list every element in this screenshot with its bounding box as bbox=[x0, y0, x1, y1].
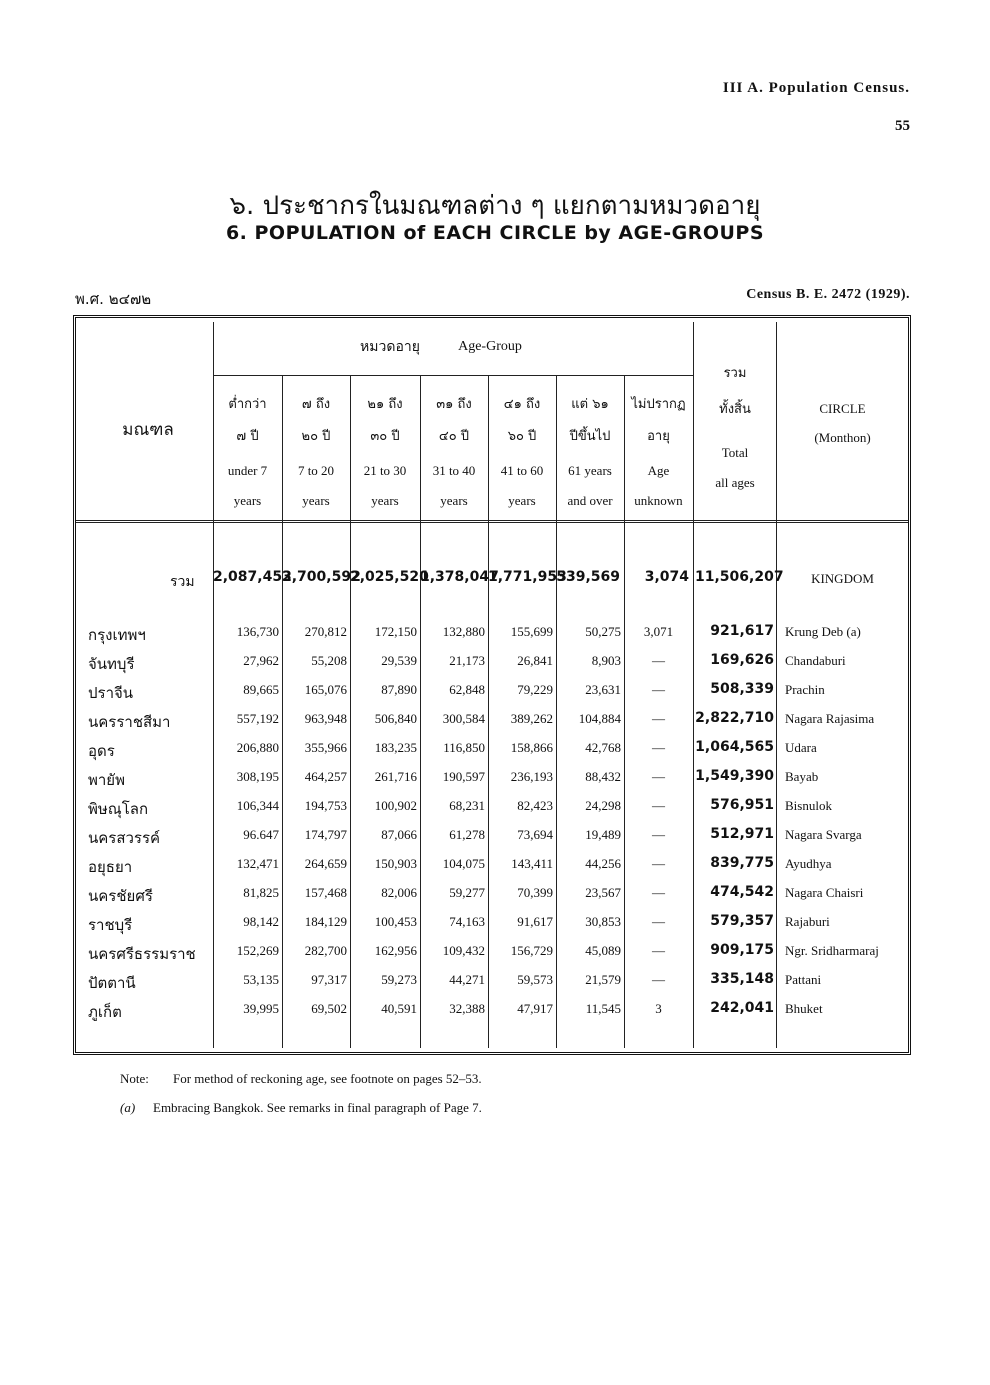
col-header-6-th2: ปีขึ้นไป bbox=[569, 429, 611, 444]
row-value-3: 82,006 bbox=[381, 885, 417, 900]
col-header-5-en2: years bbox=[508, 493, 536, 508]
col-header-7-th2: อายุ bbox=[647, 429, 670, 444]
circle-en-2: (Monthon) bbox=[814, 430, 871, 445]
col-header-6-en1: 61 years bbox=[568, 463, 612, 478]
row-total: 2,822,710 bbox=[695, 710, 774, 726]
row-value-1: 96.647 bbox=[243, 827, 279, 842]
col-header-2-en2: years bbox=[302, 493, 330, 508]
row-value-6: 45,089 bbox=[585, 943, 621, 958]
row-value-7: — bbox=[652, 769, 665, 784]
row-value-6: 23,567 bbox=[585, 885, 621, 900]
col-header-1-th2: ๗ ปี bbox=[236, 429, 259, 444]
row-value-7: — bbox=[652, 856, 665, 871]
row-total: 909,175 bbox=[710, 942, 774, 958]
col-header-4-th1: ๓๑ ถึง bbox=[436, 397, 472, 412]
row-value-2: 264,659 bbox=[304, 856, 347, 871]
row-total: 512,971 bbox=[710, 826, 774, 842]
row-value-7: 3,071 bbox=[643, 624, 674, 639]
row-circle-th: ปัตตานี bbox=[88, 974, 136, 992]
col-header-6-th1: แต่ ๖๑ bbox=[571, 397, 609, 412]
col-header-4-en2: years bbox=[440, 493, 468, 508]
row-value-7: — bbox=[652, 914, 665, 929]
row-circle-th: นครชัยศรี bbox=[88, 887, 153, 905]
row-value-4: 300,584 bbox=[442, 711, 485, 726]
kingdom-value-3: 2,025,520 bbox=[350, 569, 429, 585]
row-value-1: 39,995 bbox=[243, 1001, 279, 1016]
row-circle-th: ปราจีน bbox=[88, 684, 134, 702]
row-circle-th: จันทบุรี bbox=[88, 655, 135, 673]
row-value-1: 27,962 bbox=[243, 653, 279, 668]
col-header-7-th1: ไม่ปรากฏ bbox=[631, 397, 686, 412]
kingdom-label-th: รวม bbox=[170, 574, 195, 590]
row-value-3: 100,453 bbox=[374, 914, 417, 929]
row-value-7: — bbox=[652, 711, 665, 726]
row-value-2: 282,700 bbox=[304, 943, 347, 958]
row-value-1: 98,142 bbox=[243, 914, 279, 929]
kingdom-total: 11,506,207 bbox=[695, 569, 784, 585]
row-value-4: 109,432 bbox=[442, 943, 485, 958]
col-header-1-en2: years bbox=[233, 493, 262, 508]
row-value-1: 81,825 bbox=[243, 885, 279, 900]
col-header-2-th2: ๒๐ ปี bbox=[301, 429, 331, 444]
row-value-3: 87,890 bbox=[381, 682, 417, 697]
row-circle-en: Nagara Rajasima bbox=[785, 711, 875, 726]
row-value-6: 24,298 bbox=[585, 798, 621, 813]
row-value-3: 150,903 bbox=[374, 856, 417, 871]
row-value-4: 21,173 bbox=[449, 653, 485, 668]
row-value-7: — bbox=[652, 740, 665, 755]
row-value-5: 47,917 bbox=[517, 1001, 553, 1016]
row-value-5: 26,841 bbox=[517, 653, 553, 668]
row-circle-th: นครสวรรค์ bbox=[88, 829, 161, 847]
row-value-3: 59,273 bbox=[381, 972, 417, 987]
row-total: 579,357 bbox=[710, 913, 774, 929]
row-value-4: 116,850 bbox=[443, 740, 485, 755]
row-value-5: 73,694 bbox=[517, 827, 553, 842]
col-header-5-th1: ๔๑ ถึง bbox=[503, 397, 541, 412]
row-value-6: 19,489 bbox=[585, 827, 621, 842]
row-circle-en: Ngr. Sridharmaraj bbox=[785, 943, 879, 958]
col-header-3-th1: ๒๑ ถึง bbox=[367, 397, 403, 412]
col-header-3-en1: 21 to 30 bbox=[363, 463, 407, 478]
kingdom-label-en: KINGDOM bbox=[811, 571, 874, 586]
row-circle-th: กรุงเทพฯ bbox=[88, 626, 146, 644]
row-total: 474,542 bbox=[710, 884, 774, 900]
row-value-2: 55,208 bbox=[311, 653, 347, 668]
circle-en-1: CIRCLE bbox=[819, 401, 866, 416]
row-value-1: 106,344 bbox=[236, 798, 279, 813]
row-value-4: 68,231 bbox=[449, 798, 485, 813]
row-value-4: 190,597 bbox=[442, 769, 485, 784]
row-circle-th: พิษณุโลก bbox=[88, 800, 149, 818]
header-bottom-rule bbox=[76, 520, 908, 523]
row-value-2: 355,966 bbox=[304, 740, 347, 755]
row-value-2: 174,797 bbox=[304, 827, 347, 842]
row-value-4: 44,271 bbox=[449, 972, 485, 987]
row-total: 839,775 bbox=[710, 855, 774, 871]
row-circle-th: ภูเก็ต bbox=[88, 1003, 122, 1021]
row-value-3: 162,956 bbox=[374, 943, 417, 958]
row-value-5: 143,411 bbox=[511, 856, 553, 871]
row-value-5: 82,423 bbox=[517, 798, 553, 813]
row-value-6: 50,275 bbox=[585, 624, 621, 639]
col-header-3-en2: years bbox=[371, 493, 399, 508]
row-value-3: 100,902 bbox=[374, 798, 417, 813]
total-en-2: all ages bbox=[715, 475, 755, 490]
col-header-7-en2: unknown bbox=[634, 493, 683, 508]
row-total: 1,549,390 bbox=[695, 768, 774, 784]
row-value-6: 44,256 bbox=[585, 856, 621, 871]
row-circle-en: Bhuket bbox=[785, 1001, 823, 1016]
row-circle-th: ราชบุรี bbox=[88, 916, 133, 934]
row-value-2: 184,129 bbox=[304, 914, 347, 929]
kingdom-value-5: 1,771,953 bbox=[488, 569, 567, 585]
col-header-2-en1: 7 to 20 bbox=[297, 463, 335, 478]
row-value-1: 132,471 bbox=[236, 856, 279, 871]
age-group-en-label: Age-Group bbox=[458, 339, 522, 354]
row-circle-en: Nagara Chaisri bbox=[785, 885, 864, 900]
row-circle-th: อุดร bbox=[88, 742, 115, 760]
col-header-3-th2: ๓๐ ปี bbox=[370, 429, 400, 444]
row-total: 508,339 bbox=[710, 681, 774, 697]
row-value-1: 136,730 bbox=[236, 624, 279, 639]
kingdom-value-2: 3,700,592 bbox=[282, 569, 361, 585]
kingdom-value-6: 539,569 bbox=[556, 569, 620, 585]
row-value-5: 91,617 bbox=[517, 914, 553, 929]
row-value-1: 308,195 bbox=[236, 769, 279, 784]
col-header-1-th1: ต่ำกว่า bbox=[228, 397, 267, 412]
row-value-1: 206,880 bbox=[236, 740, 279, 755]
kingdom-value-7: 3,074 bbox=[644, 569, 689, 585]
total-en-1: Total bbox=[721, 445, 749, 460]
row-value-5: 155,699 bbox=[510, 624, 553, 639]
row-circle-th: นครราชสีมา bbox=[88, 713, 171, 731]
row-value-2: 464,257 bbox=[304, 769, 347, 784]
row-circle-en: Pattani bbox=[785, 972, 822, 987]
row-total: 242,041 bbox=[710, 1000, 774, 1016]
page-number: 55 bbox=[895, 118, 910, 134]
row-value-4: 32,388 bbox=[449, 1001, 485, 1016]
row-value-1: 53,135 bbox=[243, 972, 279, 987]
row-value-7: 3 bbox=[655, 1001, 662, 1016]
row-value-4: 59,277 bbox=[449, 885, 485, 900]
total-th-2: ทั้งสิ้น bbox=[719, 402, 751, 417]
col-header-2-th1: ๗ ถึง bbox=[301, 397, 331, 412]
row-value-2: 157,468 bbox=[304, 885, 347, 900]
row-value-6: 21,579 bbox=[585, 972, 621, 987]
row-value-7: — bbox=[652, 827, 665, 842]
col-header-7-en1: Age bbox=[647, 463, 670, 478]
age-group-th-label: หมวดอายุ bbox=[360, 339, 420, 355]
row-value-3: 261,716 bbox=[374, 769, 417, 784]
row-value-6: 88,432 bbox=[585, 769, 621, 784]
row-value-1: 152,269 bbox=[236, 943, 279, 958]
row-value-3: 506,840 bbox=[374, 711, 417, 726]
row-circle-th: อยุธยา bbox=[88, 858, 133, 876]
row-value-4: 62,848 bbox=[449, 682, 485, 697]
row-circle-en: Bisnulok bbox=[785, 798, 832, 813]
col-header-5-en1: 41 to 60 bbox=[500, 463, 544, 478]
row-circle-en: Krung Deb (a) bbox=[785, 624, 861, 639]
row-value-2: 165,076 bbox=[304, 682, 347, 697]
col-header-4-th2: ๔๐ ปี bbox=[438, 429, 470, 444]
census-year: Census B. E. 2472 (1929). bbox=[746, 287, 910, 302]
footnote-text: Embracing Bangkok. See remarks in final paragraph of Page 7. bbox=[153, 1100, 482, 1115]
row-value-7: — bbox=[652, 972, 665, 987]
row-circle-en: Ayudhya bbox=[785, 856, 832, 871]
row-value-6: 8,903 bbox=[591, 653, 621, 668]
thai-year: พ.ศ. ๒๔๗๒ bbox=[75, 290, 152, 308]
row-circle-en: Prachin bbox=[785, 682, 825, 697]
row-value-2: 270,812 bbox=[304, 624, 347, 639]
group-divider bbox=[213, 375, 693, 376]
col-header-4-en1: 31 to 40 bbox=[432, 463, 476, 478]
kingdom-value-1: 2,087,452 bbox=[213, 569, 292, 585]
row-value-6: 11,545 bbox=[585, 1001, 621, 1016]
row-value-2: 97,317 bbox=[311, 972, 347, 987]
row-circle-th: พายัพ bbox=[88, 771, 125, 789]
row-circle-en: Nagara Svarga bbox=[785, 827, 862, 842]
row-value-5: 79,229 bbox=[517, 682, 553, 697]
title-thai: ๖. ประชากรในมณฑลต่าง ๆ แยกตามหมวดอายุ bbox=[229, 191, 761, 221]
row-value-4: 104,075 bbox=[442, 856, 485, 871]
total-th-1: รวม bbox=[723, 366, 747, 381]
row-value-6: 42,768 bbox=[585, 740, 621, 755]
row-value-5: 59,573 bbox=[517, 972, 553, 987]
col-header-5-th2: ๖๐ ปี bbox=[507, 429, 537, 444]
title-english: 6. POPULATION of EACH CIRCLE by AGE-GROUPS bbox=[225, 222, 765, 244]
row-value-1: 557,192 bbox=[236, 711, 279, 726]
note-text: For method of reckoning age, see footnote on pages 52–53. bbox=[173, 1071, 482, 1086]
row-value-7: — bbox=[652, 653, 665, 668]
note-label: Note: bbox=[120, 1071, 149, 1086]
row-circle-en: Chandaburi bbox=[785, 653, 846, 668]
row-circle-en: Udara bbox=[785, 740, 817, 755]
row-value-6: 30,853 bbox=[585, 914, 621, 929]
footnote-label: (a) bbox=[120, 1100, 136, 1115]
row-value-4: 74,163 bbox=[449, 914, 485, 929]
row-value-6: 104,884 bbox=[578, 711, 621, 726]
row-value-4: 61,278 bbox=[449, 827, 485, 842]
row-value-5: 389,262 bbox=[510, 711, 553, 726]
row-value-7: — bbox=[652, 682, 665, 697]
row-value-1: 89,665 bbox=[243, 682, 279, 697]
row-value-3: 40,591 bbox=[381, 1001, 417, 1016]
row-value-5: 156,729 bbox=[510, 943, 553, 958]
section-header: III A. Population Census. bbox=[722, 80, 910, 96]
row-circle-en: Bayab bbox=[785, 769, 819, 784]
row-circle-en: Rajaburi bbox=[785, 914, 830, 929]
row-value-5: 236,193 bbox=[510, 769, 553, 784]
row-value-7: — bbox=[652, 943, 665, 958]
row-value-2: 194,753 bbox=[304, 798, 347, 813]
row-value-7: — bbox=[652, 798, 665, 813]
row-value-6: 23,631 bbox=[585, 682, 621, 697]
row-total: 1,064,565 bbox=[695, 739, 774, 755]
row-value-3: 87,066 bbox=[381, 827, 417, 842]
row-circle-th: นครศรีธรรมราช bbox=[88, 945, 196, 963]
row-total: 335,148 bbox=[710, 971, 774, 987]
row-total: 921,617 bbox=[710, 623, 774, 639]
row-value-2: 963,948 bbox=[304, 711, 347, 726]
row-value-4: 132,880 bbox=[442, 624, 485, 639]
row-value-3: 183,235 bbox=[374, 740, 417, 755]
row-value-2: 69,502 bbox=[311, 1001, 347, 1016]
col-header-1-en1: under 7 bbox=[227, 463, 268, 478]
row-total: 576,951 bbox=[710, 797, 774, 813]
row-value-3: 29,539 bbox=[381, 653, 417, 668]
col-header-6-en2: and over bbox=[567, 493, 613, 508]
row-value-5: 70,399 bbox=[517, 885, 553, 900]
kingdom-value-4: 1,378,047 bbox=[420, 569, 499, 585]
row-value-7: — bbox=[652, 885, 665, 900]
row-value-5: 158,866 bbox=[510, 740, 553, 755]
circle-th-header: มณฑล bbox=[122, 420, 174, 440]
row-total: 169,626 bbox=[710, 652, 774, 668]
row-value-3: 172,150 bbox=[374, 624, 417, 639]
